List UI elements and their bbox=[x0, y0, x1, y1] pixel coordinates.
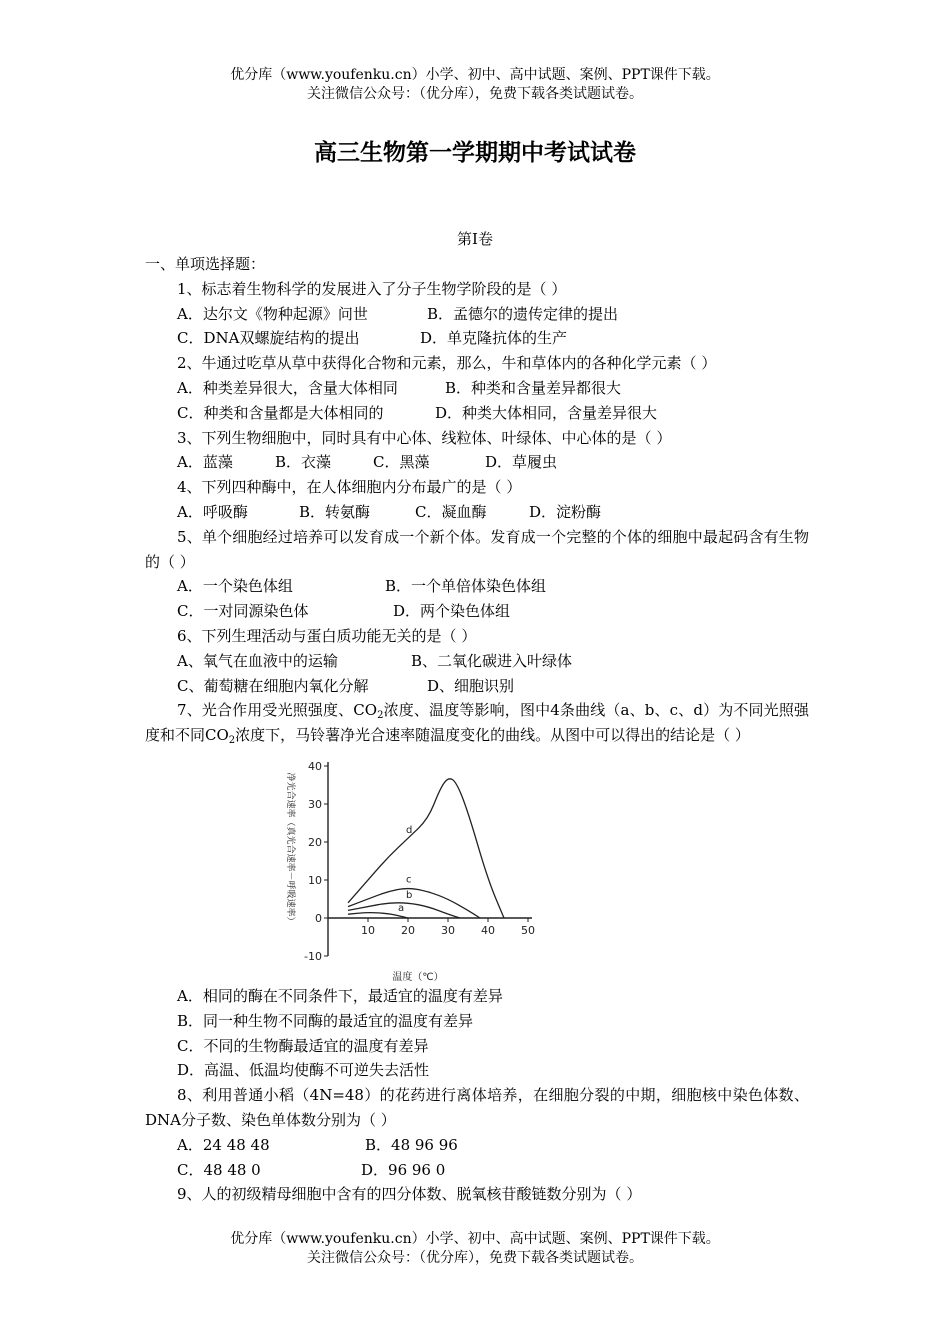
option-c: C．一对同源染色体 bbox=[177, 602, 309, 621]
question-1-options-row1 bbox=[145, 302, 809, 327]
option-c: C．48 48 0 bbox=[177, 1160, 261, 1179]
option-a: A．种类差异很大，含量大体相同 bbox=[177, 378, 398, 397]
question-7-stem bbox=[145, 698, 809, 748]
question-9-stem: 9、人的初级精母细胞中含有的四分体数、脱氧核苷酸链数分别为（ ） bbox=[177, 1185, 642, 1204]
option-d: D．单克隆抗体的生产 bbox=[420, 329, 568, 348]
option-c: C．黑藻 bbox=[373, 453, 430, 472]
page-title: 高三生物第一学期期中考试试卷 bbox=[314, 140, 636, 166]
option-c: C．种类和含量都是大体相同的 bbox=[177, 403, 384, 422]
question-6-stem: 6、下列生理活动与蛋白质功能无关的是（ ） bbox=[177, 626, 477, 645]
q7-stem-part-b: 浓度、温度等影响，图中4条曲线（a、b、c、d）为不同光照强度和不同CO bbox=[145, 701, 809, 745]
series-label-c: c bbox=[406, 874, 412, 886]
q7-stem-part-a: 7、光合作用受光照强度、CO bbox=[177, 701, 378, 720]
q7-subscript-2: 2 bbox=[228, 735, 236, 747]
page-header bbox=[0, 66, 950, 104]
option-b: B、二氧化碳进入叶绿体 bbox=[411, 651, 573, 670]
header-line-2: 关注微信公众号：（优分库），免费下载各类试题试卷。 bbox=[307, 86, 643, 102]
option-a: A．呼吸酶 bbox=[177, 502, 248, 521]
question-6-options-row2 bbox=[145, 674, 809, 699]
header-line-1: 优分库（www.youfenku.cn）小学、初中、高中试题、案例、PPT课件下载。 bbox=[230, 67, 720, 83]
question-3-stem: 3、下列生物细胞中，同时具有中心体、线粒体、叶绿体、中心体的是（ ） bbox=[177, 428, 672, 447]
footer-line-1: 优分库（www.youfenku.cn）小学、初中、高中试题、案例、PPT课件下载。 bbox=[230, 1231, 720, 1247]
y-tick-label: 40 bbox=[308, 759, 322, 773]
question-1-stem: 1、标志着生物科学的发展进入了分子生物学阶段的是（ ） bbox=[177, 279, 567, 298]
option-d: D．两个染色体组 bbox=[393, 602, 511, 621]
question-2-stem: 2、牛通过吃草从草中获得化合物和元素，那么，牛和草体内的各种化学元素（ ） bbox=[177, 354, 717, 373]
y-axis-label: 净光合速率（真光合速率－呼吸速率） bbox=[285, 772, 295, 926]
section-heading: 一、单项选择题： bbox=[145, 255, 266, 273]
option-b: B．衣藻 bbox=[275, 453, 332, 472]
option-c: C、葡萄糖在细胞内氧化分解 bbox=[177, 676, 369, 695]
y-tick-label: 30 bbox=[308, 797, 322, 811]
option-b: B．48 96 96 bbox=[365, 1135, 458, 1154]
option-a: A．蓝藻 bbox=[177, 453, 233, 472]
footer-line-2: 关注微信公众号：（优分库），免费下载各类试题试卷。 bbox=[307, 1250, 643, 1266]
x-tick-label: 10 bbox=[361, 923, 375, 937]
option-a: A、氧气在血液中的运输 bbox=[177, 651, 338, 670]
x-axis-label: 温度（℃） bbox=[392, 971, 444, 983]
question-7-option-d: D．高温、低温均使酶不可逆失去活性 bbox=[177, 1061, 430, 1080]
question-1-options-row2 bbox=[145, 326, 809, 351]
question-5-stem: 5、单个细胞经过培养可以发育成一个新个体。发育成一个完整的个体的细胞中最起码含有生物的（ ） bbox=[145, 527, 809, 571]
option-d: D．淀粉酶 bbox=[529, 502, 602, 521]
x-tick-label: 30 bbox=[441, 923, 455, 937]
question-7-option-a: A．相同的酶在不同条件下，最适宜的温度有差异 bbox=[177, 986, 503, 1005]
series-line-c bbox=[348, 888, 480, 917]
question-8-options-row1 bbox=[145, 1133, 809, 1158]
volume-label: 第I卷 bbox=[457, 230, 493, 248]
series-label-d: d bbox=[406, 825, 413, 837]
question-5-options-row1 bbox=[145, 574, 809, 599]
option-a: A．达尔文《物种起源》问世 bbox=[177, 304, 368, 323]
x-tick-label: 50 bbox=[521, 923, 535, 937]
question-3-options bbox=[145, 450, 809, 475]
option-c: C．DNA双螺旋结构的提出 bbox=[177, 329, 360, 348]
option-b: B．孟德尔的遗传定律的提出 bbox=[427, 304, 619, 323]
option-c: C．凝血酶 bbox=[415, 502, 487, 521]
option-d: D．96 96 0 bbox=[361, 1160, 446, 1179]
y-tick-label: -10 bbox=[304, 949, 322, 963]
option-d: D．草履虫 bbox=[485, 453, 558, 472]
question-6-options-row1 bbox=[145, 649, 809, 674]
question-7-option-b: B．同一种生物不同酶的最适宜的温度有差异 bbox=[177, 1011, 474, 1030]
option-a: A．24 48 48 bbox=[177, 1135, 270, 1154]
series-label-b: b bbox=[406, 889, 413, 901]
question-8-options-row2 bbox=[145, 1158, 809, 1183]
exam-content bbox=[145, 252, 809, 1207]
net-photosynthesis-chart bbox=[145, 748, 809, 984]
y-tick-label: 10 bbox=[308, 873, 322, 887]
figure-container bbox=[145, 748, 809, 984]
question-2-options-row1 bbox=[145, 376, 809, 401]
question-4-options bbox=[145, 500, 809, 525]
option-d: D．种类大体相同，含量差异很大 bbox=[435, 403, 658, 422]
option-b: B．种类和含量差异都很大 bbox=[445, 378, 622, 397]
question-4-stem: 4、下列四种酶中，在人体细胞内分布最广的是（ ） bbox=[177, 478, 522, 497]
q7-subscript-1: 2 bbox=[377, 710, 384, 722]
page-footer bbox=[0, 1230, 950, 1268]
option-a: A．一个染色体组 bbox=[177, 577, 293, 596]
option-d: D、细胞识别 bbox=[427, 676, 515, 695]
option-b: B．一个单倍体染色体组 bbox=[385, 577, 547, 596]
y-tick-label: 20 bbox=[308, 835, 322, 849]
question-8-stem: 8、利用普通小稻（4N=48）的花药进行离体培养，在细胞分裂的中期，细胞核中染色体数、DNA分子数、染色单体数分别为（ ） bbox=[145, 1086, 809, 1129]
question-7-option-c: C．不同的生物酶最适宜的温度有差异 bbox=[177, 1036, 429, 1055]
question-5-options-row2 bbox=[145, 599, 809, 624]
x-tick-label: 20 bbox=[401, 923, 415, 937]
x-tick-label: 40 bbox=[481, 923, 495, 937]
y-tick-label: 0 bbox=[315, 911, 322, 925]
q7-stem-part-c: 浓度下，马铃薯净光合速率随温度变化的曲线。从图中可以得出的结论是（ ） bbox=[235, 726, 750, 745]
question-2-options-row2 bbox=[145, 401, 809, 426]
option-b: B．转氨酶 bbox=[299, 502, 371, 521]
series-label-a: a bbox=[398, 903, 405, 915]
